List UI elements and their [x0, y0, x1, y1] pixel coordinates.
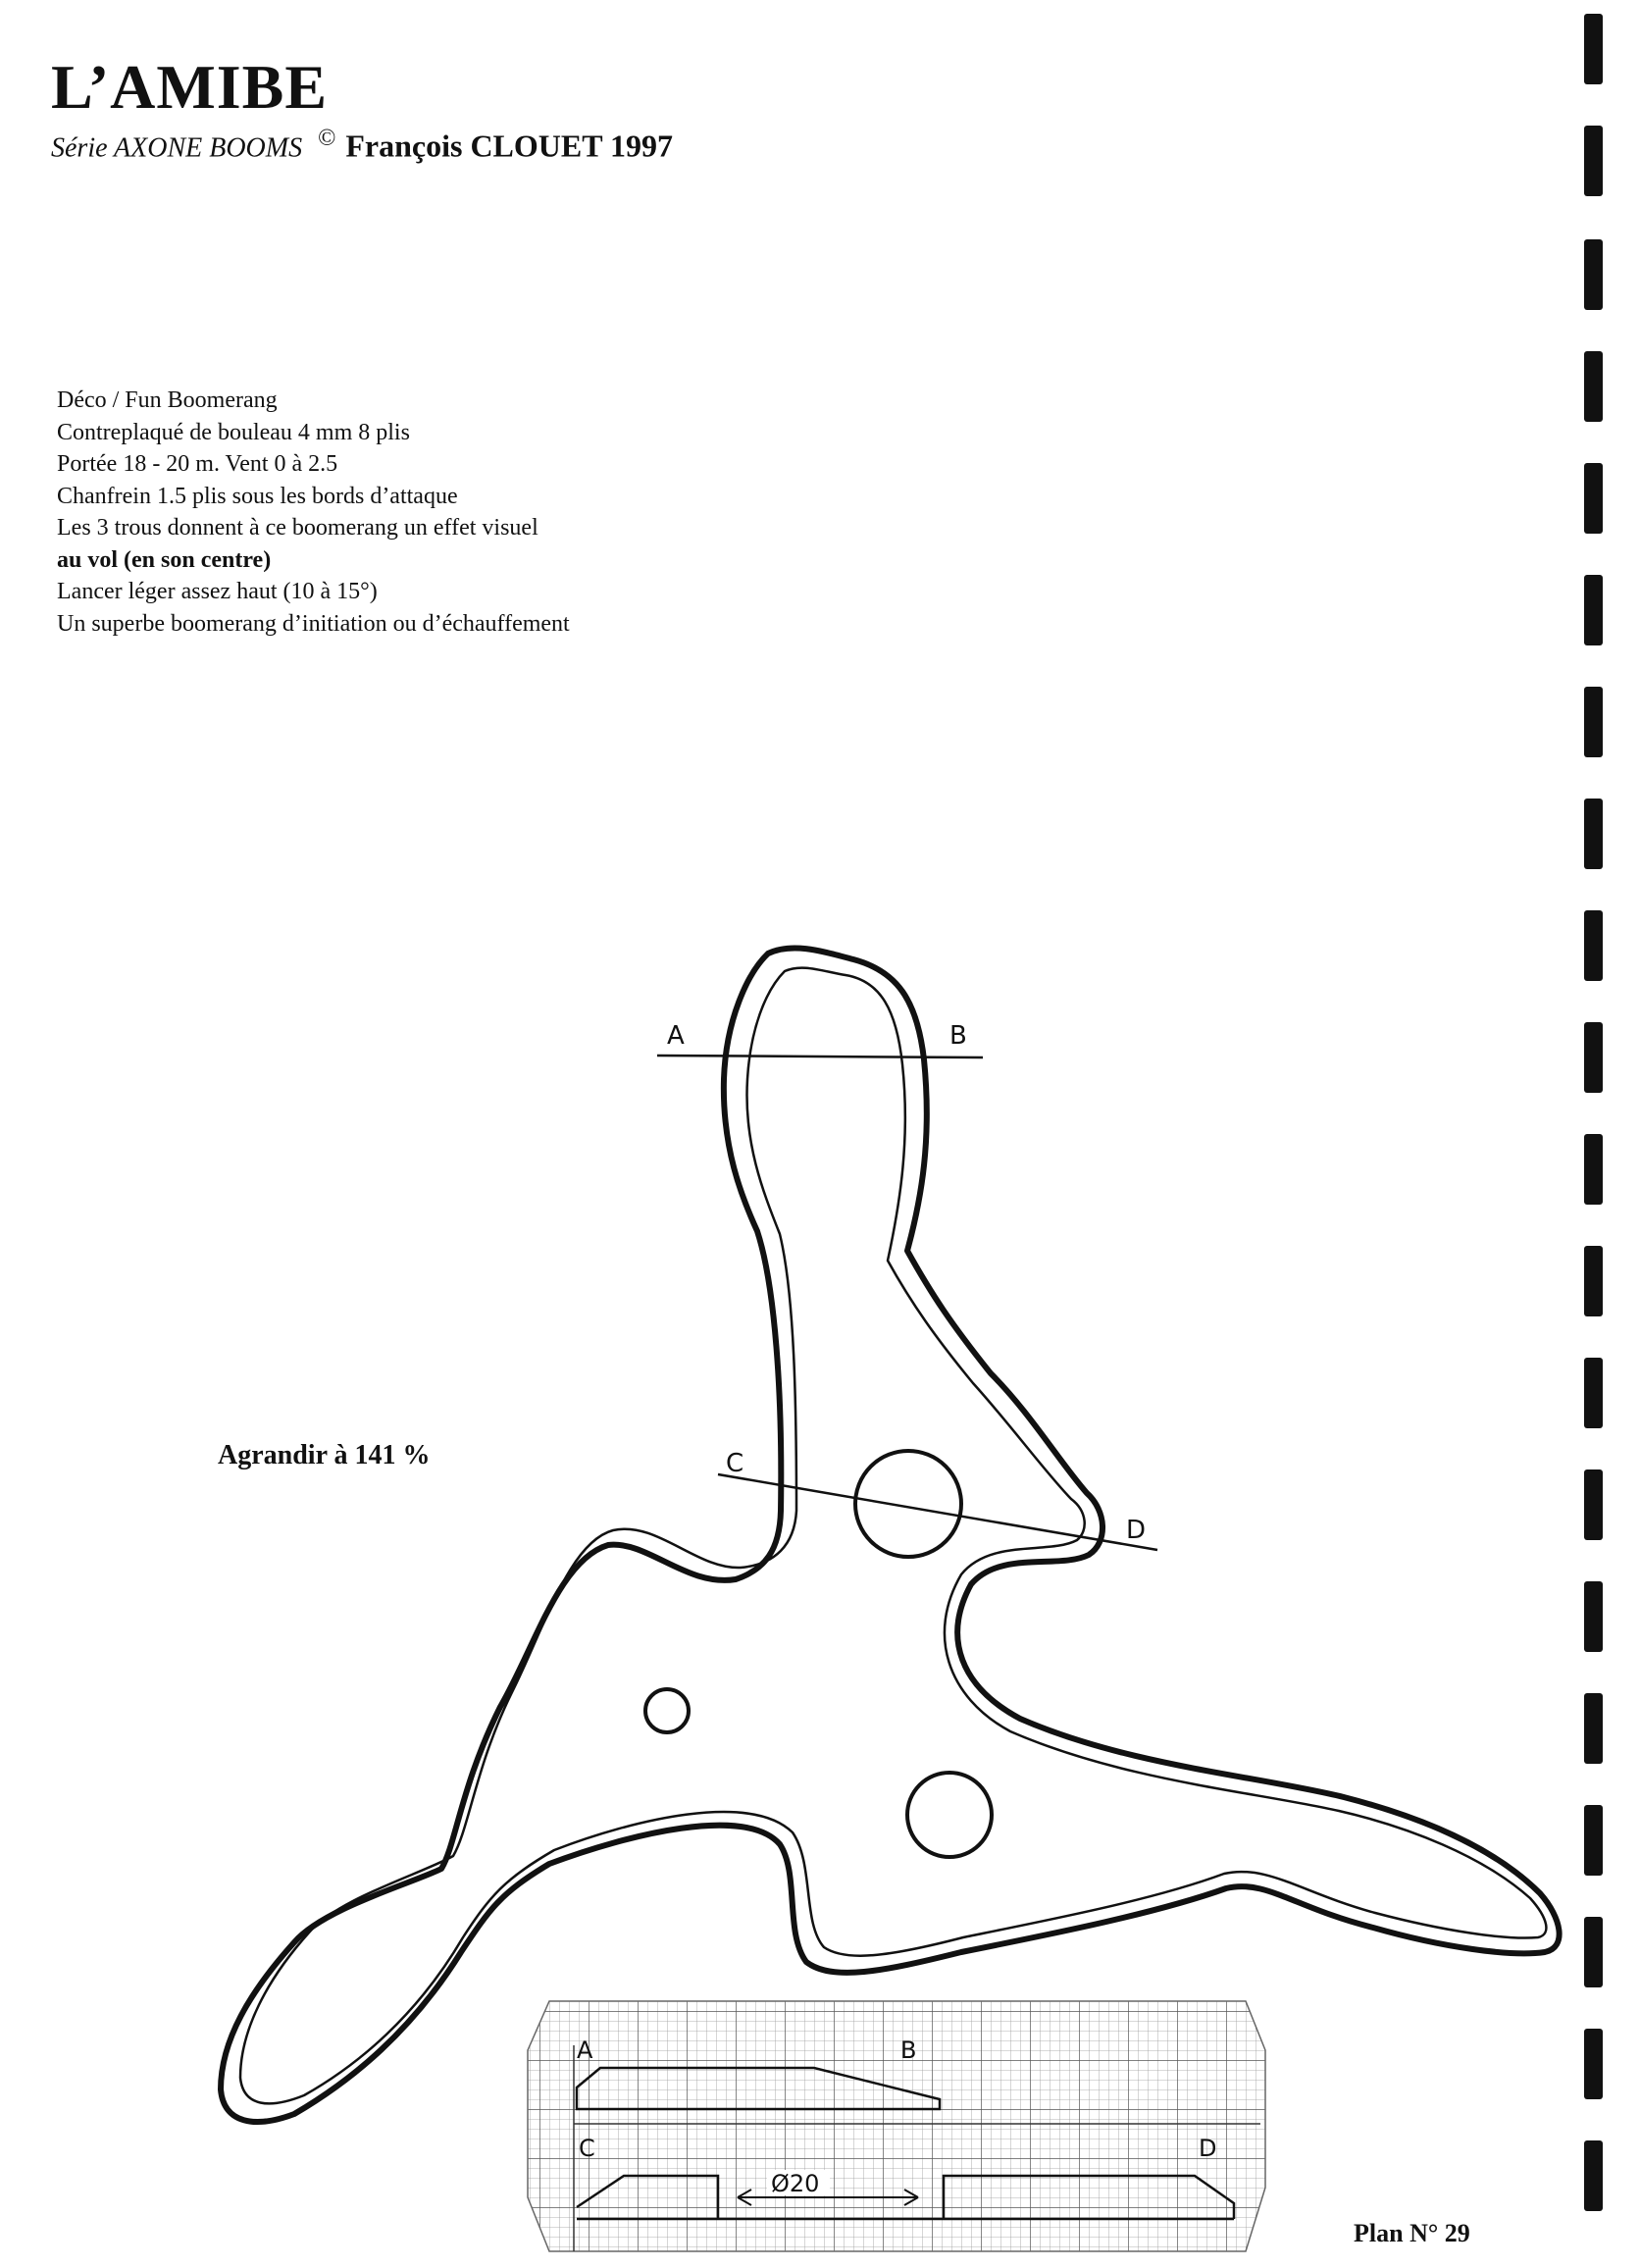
description-line: au vol (en son centre) — [57, 546, 272, 573]
large-hole-lower — [907, 1773, 992, 1857]
binding-mark — [1584, 799, 1603, 869]
boomerang-inner-outline — [240, 968, 1546, 2104]
profile-label-d: D — [1199, 2135, 1217, 2162]
description-line: Les 3 trous donnent à ce boomerang un effet visuel — [57, 515, 538, 541]
binding-mark — [1584, 2029, 1603, 2099]
description-line: Un superbe boomerang d’initiation ou d’échauffement — [57, 610, 570, 637]
section-line-ab — [657, 1056, 983, 1057]
binding-mark — [1584, 1358, 1603, 1428]
binding-mark — [1584, 126, 1603, 196]
profile-label-c: C — [579, 2135, 595, 2162]
binding-mark — [1584, 910, 1603, 981]
boomerang-outer-outline — [221, 948, 1560, 2122]
section-label-c: C — [726, 1449, 744, 1478]
binding-mark — [1584, 1246, 1603, 1316]
binding-strip — [1579, 0, 1618, 2268]
binding-mark — [1584, 463, 1603, 534]
binding-mark — [1584, 575, 1603, 645]
section-line-cd — [718, 1474, 1157, 1550]
large-hole-upper — [855, 1451, 961, 1557]
binding-mark — [1584, 14, 1603, 84]
hole-dimension-label: Ø20 — [771, 2170, 820, 2197]
profile-inset — [528, 2001, 1265, 2251]
description-line: Chanfrein 1.5 plis sous les bords d’attaque — [57, 483, 458, 509]
binding-mark — [1584, 1134, 1603, 1205]
binding-mark — [1584, 687, 1603, 757]
binding-mark — [1584, 1805, 1603, 1876]
profile-label-b: B — [900, 2036, 917, 2064]
binding-mark — [1584, 1022, 1603, 1093]
copyright-symbol: © — [318, 126, 336, 151]
plan-number: Plan N° 29 — [1354, 2219, 1470, 2247]
enlarge-note: Agrandir à 141 % — [218, 1440, 431, 1470]
binding-mark — [1584, 1469, 1603, 1540]
page-title: L’AMIBE — [51, 52, 329, 122]
graph-paper — [528, 2001, 1265, 2251]
binding-mark — [1584, 2140, 1603, 2211]
binding-mark — [1584, 239, 1603, 310]
binding-mark — [1584, 1917, 1603, 1987]
author-credit: François CLOUET 1997 — [345, 128, 673, 164]
binding-mark — [1584, 351, 1603, 422]
profile-label-a: A — [577, 2036, 593, 2064]
binding-mark — [1584, 1693, 1603, 1764]
description-line: Portée 18 - 20 m. Vent 0 à 2.5 — [57, 451, 338, 477]
binding-mark — [1584, 1581, 1603, 1652]
section-label-a: A — [667, 1021, 685, 1051]
small-hole — [645, 1689, 689, 1732]
series-name: Série AXONE BOOMS — [51, 132, 303, 164]
section-label-b: B — [949, 1021, 967, 1051]
description-line: Contreplaqué de bouleau 4 mm 8 plis — [57, 419, 410, 445]
description-line: Déco / Fun Boomerang — [57, 387, 278, 413]
description-line: Lancer léger assez haut (10 à 15°) — [57, 579, 378, 604]
section-label-d: D — [1126, 1516, 1147, 1545]
